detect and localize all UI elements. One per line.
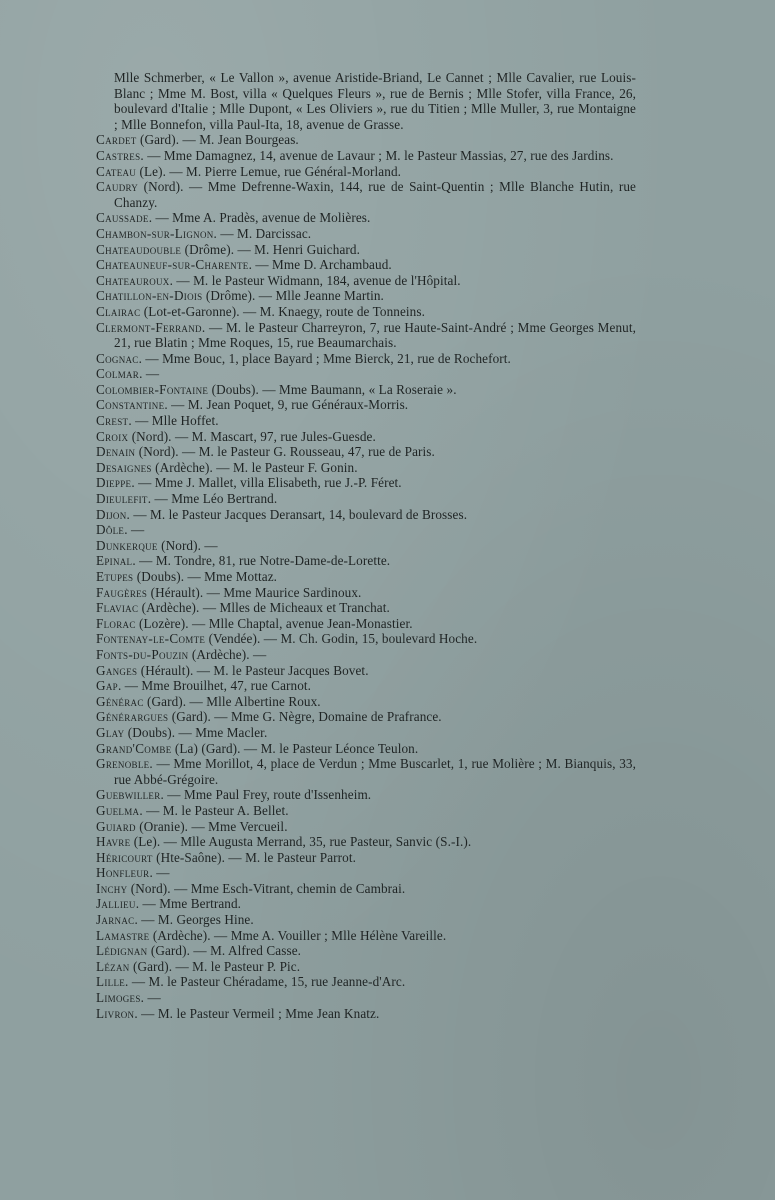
entry-text: (Gard). — Mme G. Nègre, Domaine de Prafrance.: [168, 709, 442, 725]
place-name: Lézan: [96, 958, 130, 974]
entry-text: (Gard). — M. le Pasteur P. Pic.: [129, 958, 301, 974]
directory-entry: [96, 694, 636, 710]
directory-entry: [96, 132, 636, 148]
place-name: Croix: [96, 428, 129, 444]
place-name: Générargues: [96, 709, 169, 725]
directory-entry: [96, 226, 636, 242]
entry-text: . — M. Georges Hine.: [134, 912, 254, 928]
place-name: Générac: [96, 693, 144, 709]
place-name: Colombier-Fontaine: [96, 381, 209, 397]
entry-text: . — M. Tondre, 81, rue Notre-Dame-de-Lorette.: [132, 553, 391, 569]
directory-entry: [96, 491, 636, 507]
place-name: Clairac: [96, 303, 141, 319]
directory-entry: [96, 850, 636, 866]
place-name: Glay: [96, 724, 125, 740]
directory-entry: [96, 70, 636, 132]
directory-entry: [96, 522, 636, 538]
directory-entry: [96, 647, 636, 663]
place-name: Lamastre: [96, 927, 150, 943]
place-name: Honfleur: [96, 865, 150, 881]
directory-entry: [96, 663, 636, 679]
directory-entry: [96, 678, 636, 694]
entry-text: (Lot-et-Garonne). — M. Knaegy, route de Tonneins.: [140, 303, 426, 319]
entry-text: (Doubs). — Mme Mottaz.: [133, 569, 278, 584]
entry-text: (Nord). — Mme Esch-Vitrant, chemin de Cambrai.: [127, 880, 406, 896]
directory-entry: [96, 444, 636, 460]
directory-entry: [96, 397, 636, 413]
entry-text: . — Mme A. Pradès, avenue de Molières.: [148, 210, 371, 226]
directory-page: [96, 70, 636, 1021]
directory-entry: [96, 819, 636, 835]
place-name: Fontenay-le-Comte: [96, 631, 206, 647]
place-name: Caussade: [96, 210, 149, 226]
directory-entry: [96, 631, 636, 647]
place-name: Chambon-sur-Lignon: [96, 225, 214, 241]
entry-text: (Hte-Saône). — M. le Pasteur Parrot.: [152, 849, 356, 865]
entry-text: (Le). — M. Pierre Lemue, rue Général-Morland.: [136, 163, 402, 179]
place-name: Limoges: [96, 990, 141, 1006]
place-name: Chateauroux: [96, 272, 170, 288]
place-name: Guiard: [96, 818, 136, 834]
entry-text: . — Mme Brouilhet, 47, rue Carnot.: [117, 678, 312, 694]
entry-text: (Le). — Mlle Augusta Merrand, 35, rue Pasteur, Sanvic (S.-I.).: [130, 834, 472, 850]
place-name: Castres: [96, 147, 141, 163]
directory-entry: [96, 1006, 636, 1022]
directory-entry: [96, 725, 636, 741]
place-name: Dôle: [96, 522, 125, 538]
place-name: Lille: [96, 974, 126, 990]
entry-text: . — M. Darcissac.: [213, 225, 312, 241]
directory-entry: [96, 429, 636, 445]
directory-entry: [96, 600, 636, 616]
entry-text: (Drôme). — M. Henri Guichard.: [181, 241, 360, 257]
entry-text: . —: [140, 990, 161, 1006]
entry-text: (Oranie). — Mme Vercueil.: [135, 818, 288, 834]
place-name: Dieulefit: [96, 491, 148, 507]
directory-entry: [96, 834, 636, 850]
place-name: Ganges: [96, 662, 138, 678]
entry-text: (Hérault). — Mme Maurice Sardinoux.: [147, 584, 362, 600]
directory-entry: [96, 943, 636, 959]
entry-text: (Gard). — M. Jean Bourgeas.: [136, 132, 299, 148]
entry-text: . — M. le Pasteur Jacques Deransart, 14, boulevard de Brosses.: [126, 506, 468, 522]
directory-entry: [96, 460, 636, 476]
directory-entry: [96, 538, 636, 554]
directory-entry: [96, 507, 636, 523]
directory-entry: [96, 709, 636, 725]
place-name: Chatillon-en-Diois: [96, 288, 203, 304]
place-name: Cardet: [96, 132, 137, 148]
place-name: Grand'Combe: [96, 740, 172, 756]
directory-entry: [96, 865, 636, 881]
directory-entry: [96, 553, 636, 569]
entry-text: (Nord). — Mme Defrenne-Waxin, 144, rue de Saint-Quentin ; Mlle Blanche Hutin, rue Chanzy.: [114, 179, 636, 210]
place-name: Dunkerque: [96, 537, 158, 553]
place-name: Constantine: [96, 397, 165, 413]
entry-text: (Vendée). — M. Ch. Godin, 15, boulevard Hoche.: [205, 631, 478, 647]
entry-text: . — Mme Morillot, 4, place de Verdun ; Mme Buscarlet, 1, rue Molière ; M. Bianquis, 33, rue Abbé-Grégoire.: [114, 756, 636, 787]
directory-entry: [96, 351, 636, 367]
directory-entry: [96, 304, 636, 320]
place-name: Dieppe: [96, 475, 132, 491]
entry-text: (Doubs). — Mme Baumann, « La Roseraie ».: [208, 381, 457, 397]
entry-text: (Ardèche). — Mme A. Vouiller ; Mlle Hélène Vareille.: [149, 927, 447, 943]
entry-text: (Ardèche). — Mlles de Micheaux et Tranchat.: [138, 600, 390, 616]
place-name: Livron: [96, 1005, 135, 1021]
place-name: Chateauneuf-sur-Charente: [96, 257, 249, 273]
entry-text: Mlle Schmerber, « Le Vallon », avenue Aristide-Briand, Le Cannet ; Mlle Cavalier, rue Louis-Blanc ; Mme M. Bost, villa « Quelques Fleurs », rue de Bernis ; Mlle Stofer, villa France, 26, boulevard d'Italie ; Mlle Dupont, « Les Oliviers », rue du Titien ; Mlle Muller, 3, rue Montaigne ; Mlle Bonnefon, villa Paul-Ita, 18, avenue de Grasse.: [114, 70, 636, 132]
place-name: Gap: [96, 678, 118, 694]
place-name: Cognac: [96, 350, 139, 366]
entry-text: (Nord). —: [157, 537, 218, 553]
place-name: Desaignes: [96, 459, 152, 475]
entry-text: . — Mme Léo Bertrand.: [147, 491, 278, 507]
entry-text: . — Mme J. Mallet, villa Elisabeth, rue J.-P. Féret.: [131, 475, 402, 491]
place-name: Flaviac: [96, 600, 139, 616]
place-name: Héricourt: [96, 849, 153, 865]
directory-entry: [96, 928, 636, 944]
entry-text: . — M. Jean Poquet, 9, rue Généraux-Morris.: [164, 397, 409, 413]
place-name: Colmar: [96, 366, 140, 382]
directory-entry: [96, 881, 636, 897]
place-name: Guebwiller: [96, 787, 161, 803]
directory-entry: [96, 974, 636, 990]
place-name: Etupes: [96, 569, 134, 584]
directory-entry: [96, 413, 636, 429]
directory-entry: [96, 803, 636, 819]
entry-text: . — M. le Pasteur Chéradame, 15, rue Jeanne-d'Arc.: [125, 974, 406, 990]
entry-text: (Lozère). — Mlle Chaptal, avenue Jean-Monastier.: [135, 615, 413, 631]
entry-text: . —: [139, 366, 160, 382]
directory-entry: [96, 475, 636, 491]
entry-text: (Doubs). — Mme Macler.: [124, 724, 268, 740]
place-name: Clermont-Ferrand: [96, 319, 202, 335]
entry-text: (Nord). — M. le Pasteur G. Rousseau, 47, rue de Paris.: [135, 444, 435, 460]
directory-entry: [96, 741, 636, 757]
place-name: Faugères: [96, 584, 148, 600]
place-name: Dijon: [96, 506, 127, 522]
directory-entry: [96, 787, 636, 803]
directory-entry: [96, 210, 636, 226]
entry-text: (Hérault). — M. le Pasteur Jacques Bovet.: [137, 662, 369, 678]
place-name: Caudry: [96, 179, 139, 195]
place-name: Crest: [96, 413, 129, 429]
entry-text: (La) (Gard). — M. le Pasteur Léonce Teulon.: [171, 740, 419, 756]
directory-entry: [96, 382, 636, 398]
place-name: Denain: [96, 444, 136, 460]
directory-entry: [96, 990, 636, 1006]
entry-text: (Ardèche). — M. le Pasteur F. Gonin.: [151, 459, 358, 475]
entry-text: . —: [149, 865, 170, 881]
entry-text: . — Mme Bertrand.: [135, 896, 242, 912]
entry-text: . — Mme D. Archambaud.: [248, 257, 392, 273]
entry-text: . — Mlle Hoffet.: [128, 413, 219, 429]
directory-entry: [96, 179, 636, 210]
directory-entry: [96, 242, 636, 258]
directory-entry: [96, 148, 636, 164]
directory-entry: [96, 569, 636, 585]
place-name: Fonts-du-Pouzin: [96, 646, 189, 662]
directory-entry: [96, 320, 636, 351]
place-name: Cateau: [96, 163, 137, 179]
entry-text: (Nord). — M. Mascart, 97, rue Jules-Guesde.: [128, 428, 376, 444]
directory-entry: [96, 585, 636, 601]
directory-entry: [96, 896, 636, 912]
place-name: Havre: [96, 834, 131, 850]
place-name: Grenoble: [96, 756, 150, 772]
entry-text: . — Mme Damagnez, 14, avenue de Lavaur ; M. le Pasteur Massias, 27, rue des Jardins.: [140, 147, 614, 163]
entry-text: (Gard). — M. Alfred Casse.: [147, 943, 302, 959]
directory-entry: [96, 366, 636, 382]
place-name: Florac: [96, 615, 136, 631]
entry-text: . — Mme Paul Frey, route d'Issenheim.: [160, 787, 372, 803]
place-name: Guelma: [96, 802, 140, 818]
entry-text: . — M. le Pasteur Widmann, 184, avenue de l'Hôpital.: [169, 272, 461, 288]
place-name: Lédignan: [96, 943, 148, 959]
directory-entry: [96, 912, 636, 928]
directory-entry: [96, 164, 636, 180]
place-name: Jallieu: [96, 896, 136, 912]
entry-text: (Drôme). — Mlle Jeanne Martin.: [202, 288, 384, 304]
directory-entry: [96, 257, 636, 273]
directory-entry: [96, 756, 636, 787]
directory-entry: [96, 288, 636, 304]
entry-text: . — M. le Pasteur Vermeil ; Mme Jean Knatz.: [134, 1005, 380, 1021]
entry-text: . — Mme Bouc, 1, place Bayard ; Mme Bierck, 21, rue de Rochefort.: [138, 350, 511, 366]
place-name: Inchy: [96, 880, 128, 896]
place-name: Chateaudouble: [96, 241, 182, 257]
entry-text: . —: [124, 522, 145, 538]
entry-text: (Ardèche). —: [188, 646, 267, 662]
entry-text: (Gard). — Mlle Albertine Roux.: [143, 693, 321, 709]
directory-entry: [96, 273, 636, 289]
place-name: Jarnac: [96, 912, 135, 928]
entry-text: . — M. le Pasteur Charreyron, 7, rue Haute-Saint-André ; Mme Georges Menut, 21, rue Blatin ; Mme Roques, 15, rue Beaumarchais.: [114, 319, 636, 351]
place-name: Epinal: [96, 553, 133, 569]
directory-entry: [96, 959, 636, 975]
directory-entry: [96, 616, 636, 632]
entry-text: . — M. le Pasteur A. Bellet.: [139, 802, 289, 818]
